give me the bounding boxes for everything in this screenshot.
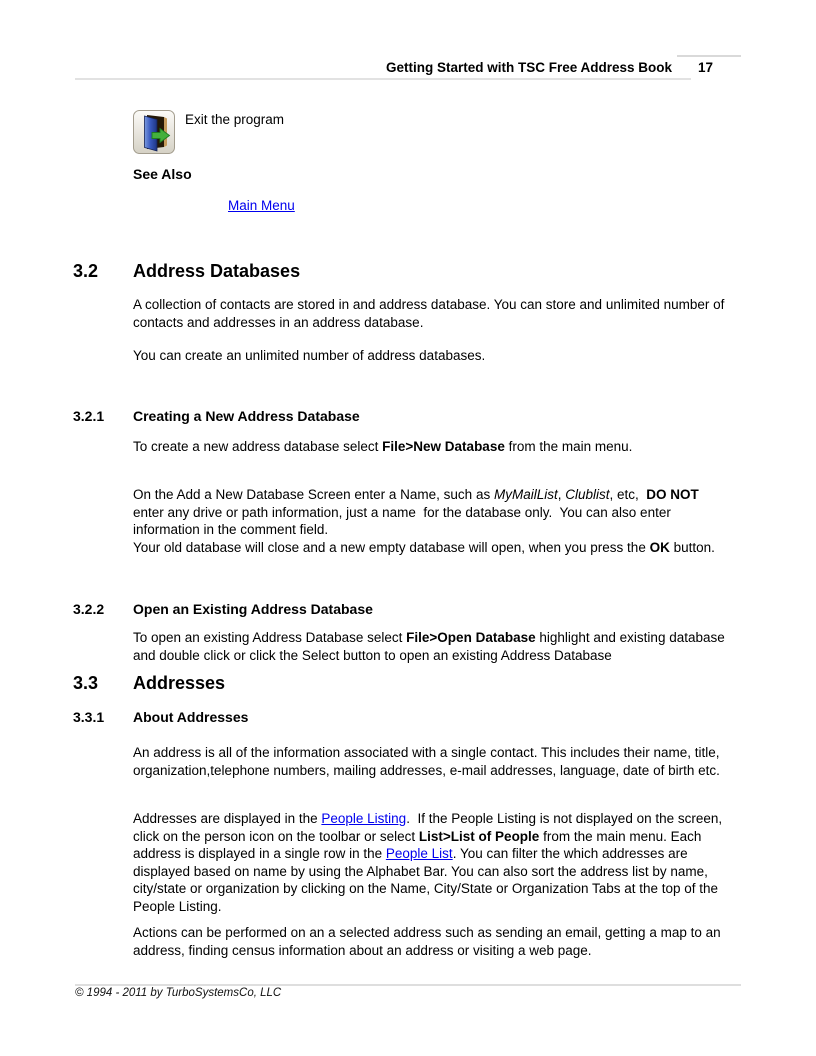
- paragraph: An address is all of the information associated with a single contact. This includes their name, title, organization,telephone numbers, mailing addresses, e-mail addresses, language, date of birth etc.: [133, 745, 724, 778]
- header-pagenumber-rule: [677, 55, 741, 57]
- paragraph: Actions can be performed on an a selected address such as sending an email, getting a map to an address, finding census information about an address or visiting a web page.: [133, 925, 725, 958]
- paragraph: On the Add a New Database Screen enter a Name, such as MyMailList, Clublist, etc, DO NOT enter any drive or path information, just a name for the database only. You can also enter information in the comment field.: [133, 487, 703, 537]
- section-number: 3.2: [73, 261, 99, 281]
- section-title: Open an Existing Address Database: [133, 601, 373, 617]
- section-number: 3.2.2: [73, 601, 105, 617]
- see-also-heading: See Also: [133, 166, 192, 182]
- section-title: Creating a New Address Database: [133, 408, 360, 424]
- paragraph: You can create an unlimited number of address databases.: [133, 348, 486, 363]
- paragraph: To open an existing Address Database select File>Open Database highlight and existing database and double click or click the Select button to open an existing Address Database: [133, 630, 729, 663]
- exit-program-label: Exit the program: [185, 112, 285, 127]
- people-listing-link[interactable]: People Listing: [321, 811, 407, 826]
- section-title: Address Databases: [133, 261, 301, 281]
- section-heading-3-2-2: [73, 601, 373, 617]
- exit-door-icon: [133, 110, 175, 154]
- section-heading-3-3-1: [73, 709, 248, 725]
- section-number: 3.3: [73, 673, 99, 693]
- section-title: Addresses: [133, 673, 226, 693]
- section-number: 3.3.1: [73, 709, 105, 725]
- paragraph: A collection of contacts are stored in and address database. You can store and unlimited number of contacts and addresses in an address database.: [133, 297, 729, 330]
- section-heading-3-3: [73, 673, 225, 694]
- footer-copyright: © 1994 - 2011 by TurboSystemsCo, LLC: [75, 987, 282, 999]
- people-list-link[interactable]: People List: [385, 846, 453, 861]
- section-title: About Addresses: [133, 709, 249, 725]
- paragraph: Your old database will close and a new empty database will open, when you press the OK button.: [133, 540, 715, 555]
- section-number: 3.2.1: [73, 408, 105, 424]
- header-rule: [75, 78, 691, 80]
- header-page-number: 17: [698, 60, 714, 75]
- paragraph: To create a new address database select File>New Database from the main menu.: [133, 439, 633, 454]
- section-heading-3-2: [73, 261, 300, 282]
- section-heading-3-2-1: [73, 408, 360, 424]
- main-menu-link[interactable]: Main Menu: [228, 198, 295, 213]
- header-title: Getting Started with TSC Free Address Book: [385, 60, 672, 75]
- footer-rule: [75, 984, 741, 986]
- paragraph: Addresses are displayed in the People Listing. If the People Listing is not displayed on the screen, click on the person icon on the toolbar or select List>List of People from the main menu. Each address is displayed in a single row in the People List. You can filter the which addresses are displayed based on name by using the Alphabet Bar. You can also sort the address list by name, city/state or organization by clicking on the Name, City/State or Organization Tabs at the top of the People Listing.: [133, 811, 726, 914]
